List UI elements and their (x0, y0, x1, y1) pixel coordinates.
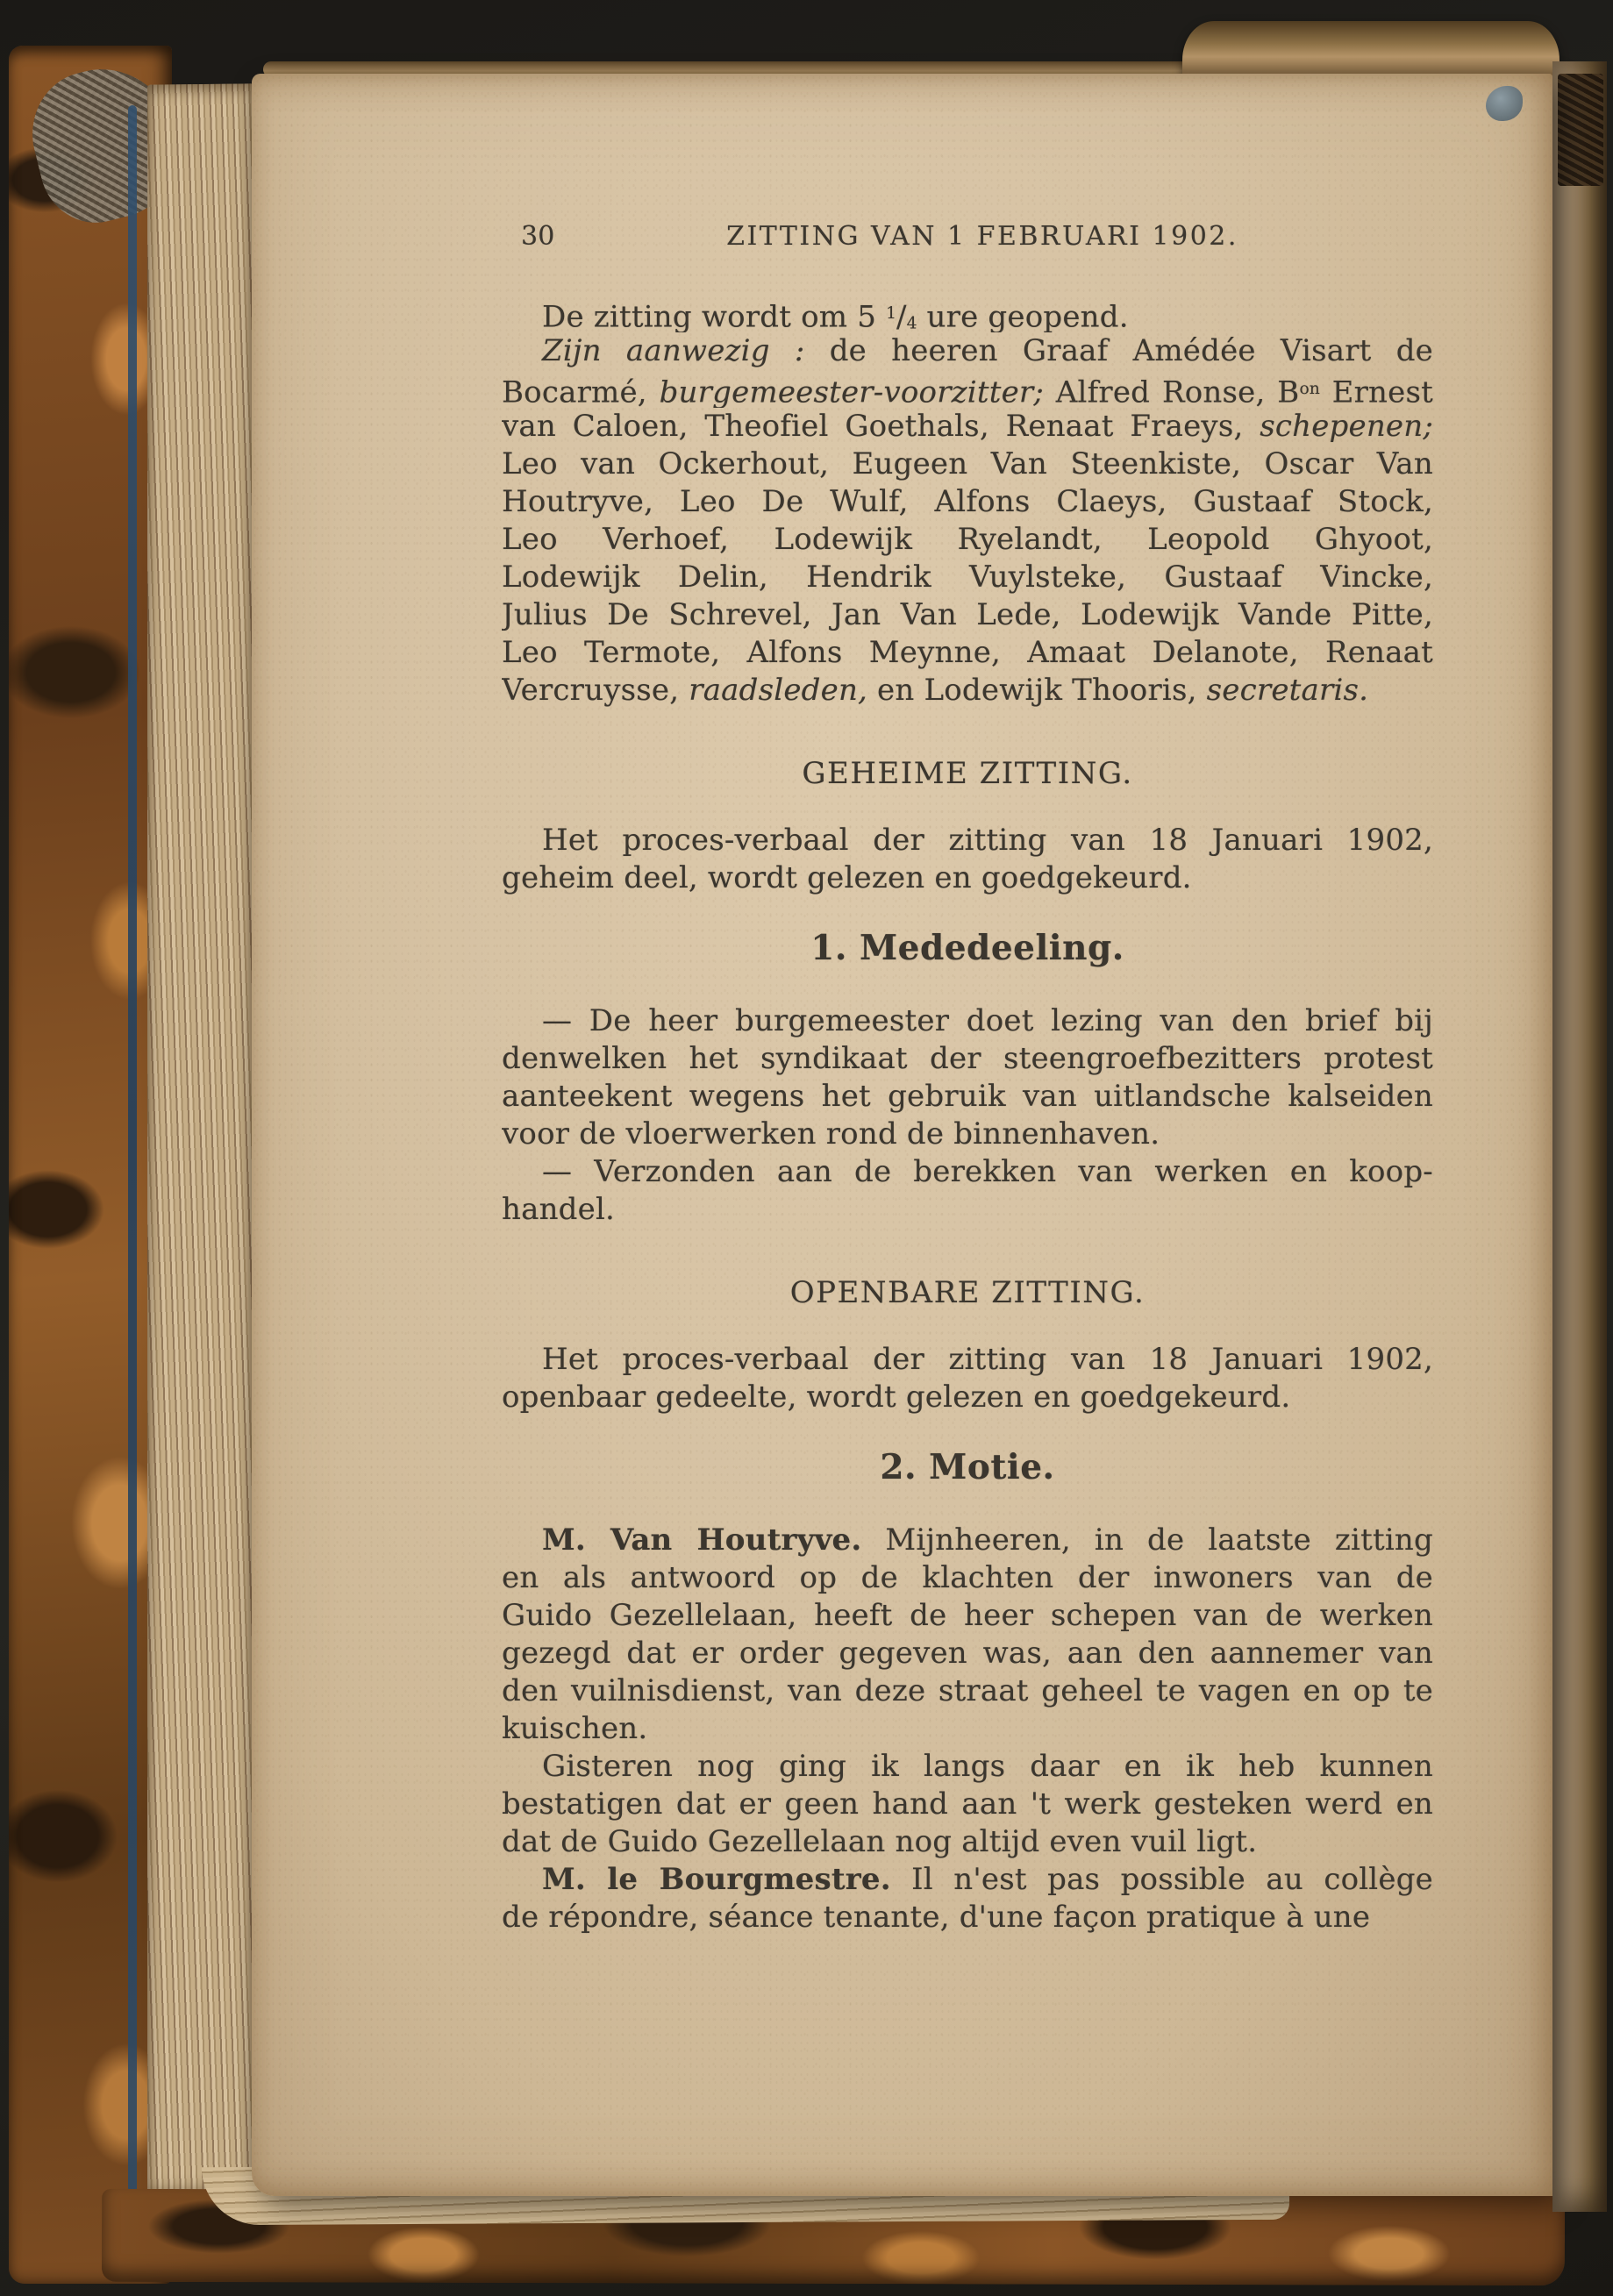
text-segment: de heeren Graaf Amédée Visart de (804, 333, 1433, 368)
text-line (502, 1899, 1433, 1936)
text-segment: geheim deel, wordt gelezen en goedgekeurd. (502, 860, 1192, 895)
text-line (502, 1635, 1433, 1672)
text-line (502, 1522, 1433, 1559)
paragraph (502, 822, 1433, 897)
text-segment: / (896, 299, 907, 332)
text-segment: Leo van Ockerhout, Eugeen Van Steenkiste, Oscar Van (502, 446, 1433, 481)
text-segment: bestatigen dat er geen hand aan 't werk gesteken werd en (502, 1786, 1433, 1822)
text-line (502, 408, 1433, 446)
agenda-item-heading: 1. Mededeeling. (810, 928, 1124, 968)
text-segment: M. le Bourgmestre. (542, 1862, 891, 1897)
text-segment: De zitting wordt om 5 (542, 299, 887, 332)
text-segment: — De heer burgemeester doet lezing van den brief bij (542, 1003, 1433, 1038)
text-segment: 1 (886, 304, 896, 323)
text-line (502, 446, 1433, 483)
paragraph (502, 1341, 1433, 1416)
text-segment: kuischen. (502, 1711, 648, 1746)
paragraph (502, 295, 1433, 332)
paragraph (502, 1002, 1433, 1153)
text-segment: openbaar gedeelte, wordt gelezen en goedgekeurd. (502, 1380, 1291, 1415)
cover-board-blue-edge (128, 105, 137, 2193)
text-segment: Mijnheeren, in de laatste zitting (861, 1522, 1433, 1558)
text-segment: denwelken het syndikaat der steengroefbezitters protest (502, 1041, 1433, 1076)
text-line (502, 634, 1433, 672)
text-segment: en als antwoord op de klachten der inwoners van de (502, 1560, 1433, 1595)
text-segment: handel. (502, 1192, 616, 1227)
page-edge-stack-left (147, 83, 254, 2198)
text-segment: de répondre, séance tenante, d'une façon pratique à une (502, 1900, 1371, 1935)
paragraph (502, 1522, 1433, 1748)
text-segment: Lodewijk Delin, Hendrik Vuylsteke, Gustaaf Vincke, (502, 560, 1433, 595)
text-segment: Gisteren nog ging ik langs daar en ik heb kunnen (542, 1749, 1433, 1784)
text-line (502, 596, 1433, 634)
text-segment: secretaris. (1206, 673, 1369, 708)
text-segment: Guido Gezellelaan, heeft de heer schepen van de werken (502, 1598, 1433, 1633)
text-line (502, 1078, 1433, 1116)
text-segment: Leo Termote, Alfons Meynne, Amaat Delanote, Renaat (502, 635, 1433, 670)
text-segment: Het proces-verbaal der zitting van 18 Januari 1902, (542, 1342, 1433, 1377)
text-segment: — Verzonden aan de berekken van werken en koop- (542, 1154, 1433, 1189)
text-line (502, 1040, 1433, 1078)
text-segment: van Caloen, Theofiel Goethals, Renaat Fraeys, (502, 409, 1260, 444)
session-heading: OPENBARE ZITTING. (789, 1275, 1146, 1310)
text-line (502, 1116, 1433, 1153)
text-segment: Zijn aanwezig : (542, 333, 805, 368)
text-line (502, 859, 1433, 897)
text-segment: Het proces-verbaal der zitting van 18 Januari 1902, (542, 823, 1433, 858)
text-line (502, 1823, 1433, 1861)
text-segment: burgemeester-voorzitter; (659, 374, 1044, 408)
running-header (502, 217, 1433, 255)
running-title: ZITTING VAN 1 FEBRUARI 1902. (726, 221, 1238, 252)
text-line (502, 1153, 1433, 1191)
text-line (502, 1861, 1433, 1899)
text-segment: Vercruysse, (502, 673, 689, 708)
spine-headband (1558, 74, 1603, 186)
paragraph (502, 1153, 1433, 1229)
paragraph (502, 332, 1433, 709)
text-line (502, 1786, 1433, 1823)
text-line (502, 1379, 1433, 1416)
text-segment: M. Van Houtryve. (542, 1522, 862, 1558)
text-segment: Bocarmé, (502, 374, 660, 408)
text-segment: ure geopend. (917, 299, 1129, 332)
text-segment: aanteekent wegens het gebruik van uitlandsche kalseiden (502, 1079, 1433, 1114)
text-line (502, 1341, 1433, 1379)
text-line (502, 559, 1433, 596)
text-line (502, 1710, 1433, 1748)
text-line (502, 672, 1433, 709)
text-segment: en Lodewijk Thooris, (867, 673, 1207, 708)
text-line (502, 483, 1433, 521)
text-segment: Ernest (1319, 374, 1433, 408)
text-segment: Julius De Schrevel, Jan Van Lede, Lodewijk Vande Pitte, (502, 597, 1433, 632)
text-segment: dat de Guido Gezellelaan nog altijd even vuil ligt. (502, 1824, 1258, 1859)
text-line (502, 1672, 1433, 1710)
page-number: 30 (521, 221, 555, 252)
text-line (502, 1191, 1433, 1229)
document-body (502, 295, 1433, 1936)
paragraph (502, 1748, 1433, 1861)
text-segment: on (1299, 380, 1320, 398)
gutter-facing-page (1552, 61, 1607, 2212)
text-line (502, 295, 1433, 332)
text-segment: Alfred Ronse, B (1044, 374, 1300, 408)
agenda-item-heading: 2. Motie. (880, 1447, 1055, 1487)
text-line (502, 521, 1433, 559)
text-line (502, 822, 1433, 859)
text-segment: schepenen; (1260, 409, 1433, 444)
text-line (502, 1002, 1433, 1040)
scanned-page (252, 74, 1552, 2196)
text-line (502, 1748, 1433, 1786)
text-line (502, 370, 1433, 408)
text-segment: raadsleden, (689, 673, 868, 708)
page-text-column (502, 74, 1433, 1936)
text-segment: Leo Verhoef, Lodewijk Ryelandt, Leopold Ghyoot, (502, 522, 1433, 557)
text-segment: 4 (906, 314, 917, 332)
text-segment: den vuilnisdienst, van deze straat geheel te vagen en op te (502, 1673, 1433, 1708)
text-line (502, 332, 1433, 370)
paragraph (502, 1861, 1433, 1936)
text-segment: Houtryve, Leo De Wulf, Alfons Claeys, Gustaaf Stock, (502, 484, 1433, 519)
text-segment: voor de vloerwerken rond de binnenhaven. (502, 1116, 1160, 1152)
text-line (502, 1597, 1433, 1635)
text-segment: gezegd dat er order gegeven was, aan den aannemer van (502, 1636, 1433, 1671)
text-line (502, 1559, 1433, 1597)
text-segment: Il n'est pas possible au collège (890, 1862, 1433, 1897)
session-heading: GEHEIME ZITTING. (802, 756, 1133, 791)
